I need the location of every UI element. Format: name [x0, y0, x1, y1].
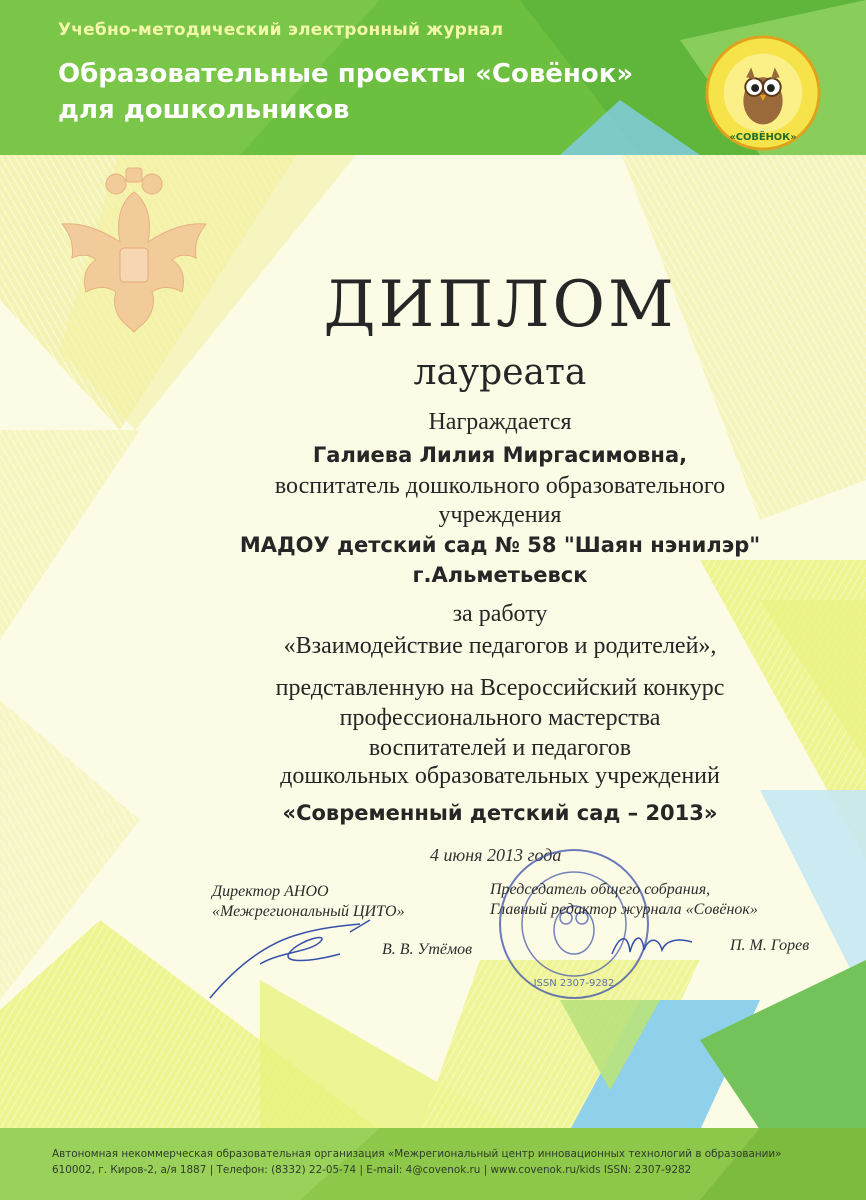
sovenok-logo: [704, 34, 822, 152]
institution-name: МАДОУ детский сад № 58 "Шаян нэнилэр": [239, 533, 761, 557]
left-role-line1: Директор АНОО: [212, 883, 329, 900]
left-signatory-name: В. В. Утёмов: [382, 941, 473, 958]
footer-divider: |: [209, 1164, 217, 1176]
right-signatory-role: [490, 880, 758, 920]
footer-email: E-mail: 4@covenok.ru: [366, 1164, 481, 1176]
institution-city: г.Альметьевск: [412, 563, 588, 587]
left-signature-icon: [200, 912, 380, 1004]
right-signatory-name: П. М. Горев: [730, 937, 810, 954]
journal-subtitle: Учебно-методический электронный журнал: [58, 20, 504, 40]
journal-title-line1: Образовательные проекты «Совёнок»: [58, 59, 634, 89]
recipient-position-line2: учреждения: [438, 502, 562, 528]
recipient-position-line1: воспитатель дошкольного образовательного: [274, 473, 726, 499]
footer-contacts: [52, 1164, 691, 1176]
contest-line2: профессионального мастерства: [339, 705, 661, 731]
work-title: «Взаимодействие педагогов и родителей»,: [283, 633, 717, 659]
contest-line1: представленную на Всероссийский конкурс: [275, 675, 725, 701]
for-work-label: за работу: [452, 601, 548, 627]
journal-title-line2: для дошкольников: [58, 95, 350, 125]
recipient-name: Галиева Лилия Миргасимовна,: [312, 443, 688, 467]
journal-title: [58, 56, 633, 128]
diploma-title: ДИПЛОМ: [323, 268, 677, 342]
diploma-subtitle: лауреата: [413, 352, 587, 393]
footer-organization: Автономная некоммерческая образовательная организация «Межрегиональный центр инновационных технологий в образовании»: [52, 1148, 782, 1160]
footer-address: 610002, г. Киров-2, а/я 1887: [52, 1164, 207, 1176]
contest-line3: воспитателей и педагогов: [368, 735, 632, 761]
logo-bottom-text: «СОВЁНОК»: [729, 132, 797, 144]
awarded-label: Награждается: [428, 409, 572, 435]
footer-divider: |: [359, 1164, 367, 1176]
footer-issn: ISSN: 2307-9282: [603, 1164, 692, 1176]
right-role-line1: Председатель общего собрания,: [490, 881, 711, 898]
right-role-line2: Главный редактор журнала «Совёнок»: [490, 901, 758, 918]
award-date: 4 июня 2013 года: [430, 845, 562, 865]
contest-name: «Современный детский сад – 2013»: [282, 801, 718, 825]
footer-divider: |: [483, 1164, 491, 1176]
stamp-text: ISSN 2307-9282: [533, 978, 615, 989]
contest-line4: дошкольных образовательных учреждений: [280, 763, 720, 789]
footer-site: www.covenok.ru/kids: [490, 1164, 601, 1176]
footer-phone: Телефон: (8332) 22-05-74: [216, 1164, 357, 1176]
right-signature-icon: [608, 924, 696, 970]
left-role-line2: «Межрегиональный ЦИТО»: [212, 903, 405, 920]
